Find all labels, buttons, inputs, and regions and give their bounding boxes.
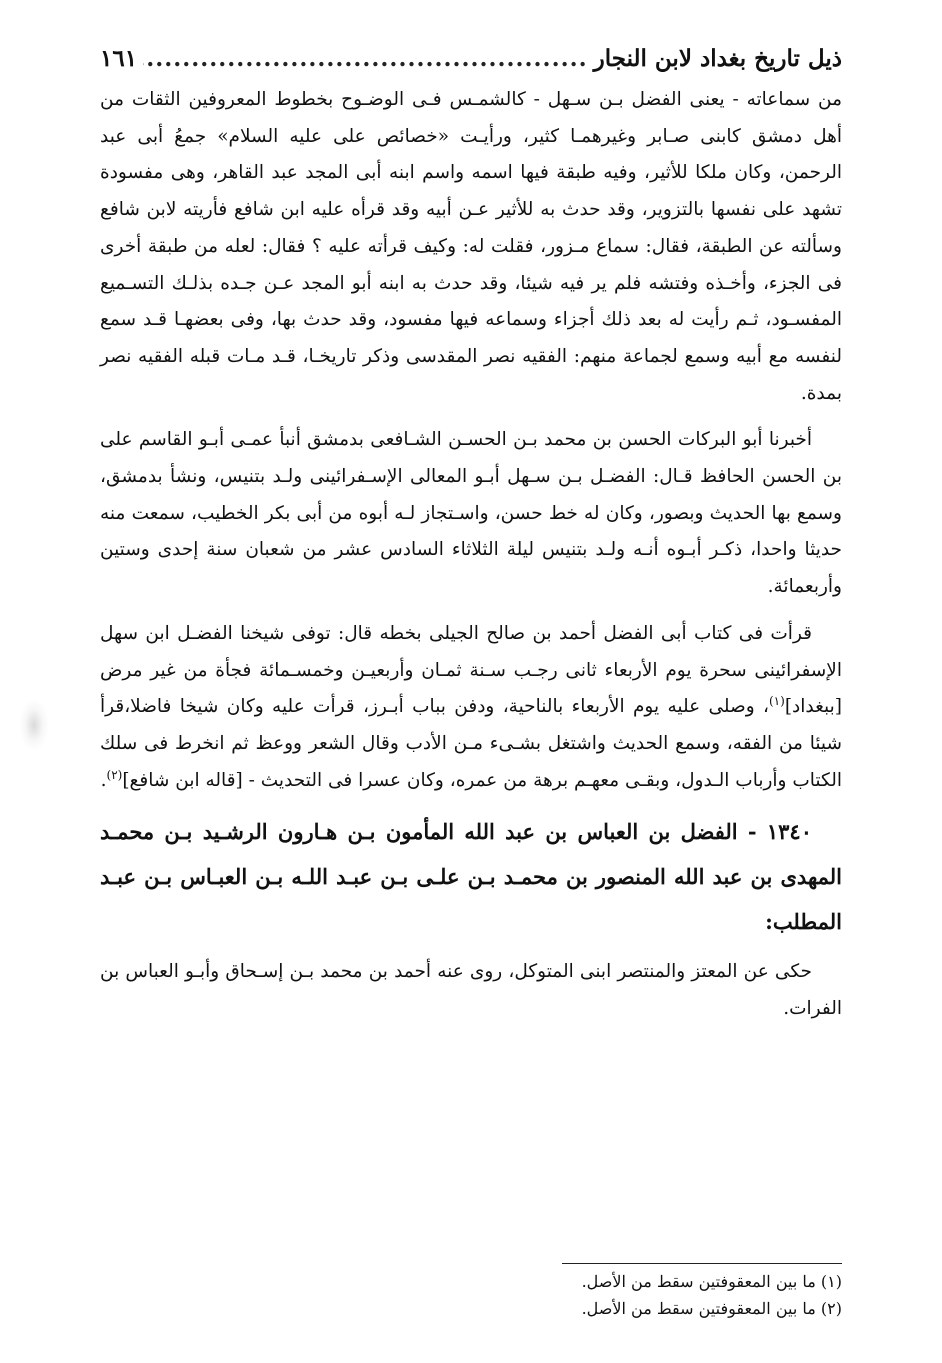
header-leader-dots	[143, 45, 588, 72]
footnote-ref-1: (١)	[768, 694, 785, 709]
paragraph-3-text-a: قرأت فى كتاب أبى الفضل أحمد بن صالح الجيلى بخطه قال: توفى شيخنا الفضـل ابن سهل الإسفرائينى سحرة يوم الأربعاء ثانى رجـب سـنة ثمـان وأربعيـن وخمسـمائة فجأة من غير مرض [ببغداد]	[100, 622, 842, 718]
paragraph-final: حكى عن المعتز والمنتصر ابنى المتوكل، روى عنه أحمد بن محمد بـن إسـحاق وأبـو العباس بن الفرات.	[100, 961, 842, 1020]
paragraph-3-text-c: .	[100, 769, 107, 791]
footnote-ref-2: (٢)	[106, 767, 123, 782]
paragraph-3-text-b: ، وصلى عليه يوم الأربعاء بالناحية، ودفن بباب أبـرز، قرأت عليه وكان شيخا فاضلا،قرأ شيئا من الفقه، وسمع الحديث واشتغل بشـىء مـن الأدب وقال الشعر ووعظ ثم انخرط فى سلك الكتاب وأرباب الـدول، وبقـى معهـم برهة من عمره، وكان عسرا فى التحديث - [قاله ابن شافع]	[100, 696, 842, 791]
entry-number: ١٣٤٠	[766, 819, 812, 845]
header-title: ذيل تاريخ بغداد لابن النجار	[593, 44, 842, 72]
paragraph-3	[100, 616, 842, 800]
entry-heading-text: - الفضل بن العباس بن عبد الله المأمون بـن هـارون الرشـيد بـن محمـد المهدى بن عبد الله المنصور بن محمـد بـن علـى بـن عبـد اللـه بـن العبـاس بـن عبـد المطلب:	[100, 819, 842, 935]
biography-entry-heading	[100, 809, 842, 944]
scan-smudge	[20, 700, 48, 750]
footnotes	[100, 1268, 842, 1322]
page-number: ١٦١	[100, 44, 138, 72]
paragraph-1: من سماعاته - يعنى الفضل بـن سـهل - كالشمـس فـى الوضـوح بخطوط المعروفين الثقات من أهل دمشق كابنى صـابر وغيرهمـا كثير، ورأيـت «خصائص على عليه السلام» جمعُ أبى عبد الرحمن، وكان ملكا للأثير، وفيه طبقة فيها اسمه واسم ابنه أبى المجد عبد القاهر، وهى مفسودة تشهد على نفسها بالتزوير، وقد حدث به للأثير عـن أبيه وقد قرأه عليه ابن شافع فأريته لابن شافع وسألته عن الطبقة، فقال: سماع مـزور، فقلت له: وكيف قرأته عليه ؟ فقال: لعله من طبقة أخرى فى الجزء، وأخـذه وفتشه فلم ير فيه شيئا، وقد حدث به ابنه أبو المجد عـن جـده بذلـك التسـميع المفسـود، ثـم رأيت له بعد ذلك أجزاء وسماعه فيها مفسود، وقد حدث بها، وفى بعضهـا قـد سمع لنفسه مع أبيه وسمع لجماعة منهم: الفقيه نصر المقدسى وذكر تاريخـا، قـد مـات قبله الفقيه نصر بمدة.	[100, 89, 842, 404]
footnote-2: (٢) ما بين المعقوفتين سقط من الأصل.	[581, 1299, 842, 1318]
paragraph-2: أخبرنا أبو البركات الحسن بن محمد بـن الحسـن الشـافعى بدمشق أنبأ عمـى أبـو القاسم على بن الحسن الحافظ قـال: الفضـل بـن سـهل أبـو المعالى الإسـفرائينى ولـد بتنيس، ونشأ بدمشق، وسمع بها الحديث وبصور، وكان له خط حسن، واسـتجاز لـه أبوه من أبى بكر الخطيب، سمعت منه حديثا واحدا، ذكـر أبـوه أنـه ولـد بتنيس ليلة الثلاثاء السادس عشر من شعبان سنة إحدى وستين وأربعمائة.	[100, 429, 842, 598]
footnote-separator	[562, 1263, 842, 1264]
page-body	[100, 82, 842, 1028]
footnote-1: (١) ما بين المعقوفتين سقط من الأصل.	[581, 1272, 842, 1291]
running-header	[100, 38, 842, 78]
